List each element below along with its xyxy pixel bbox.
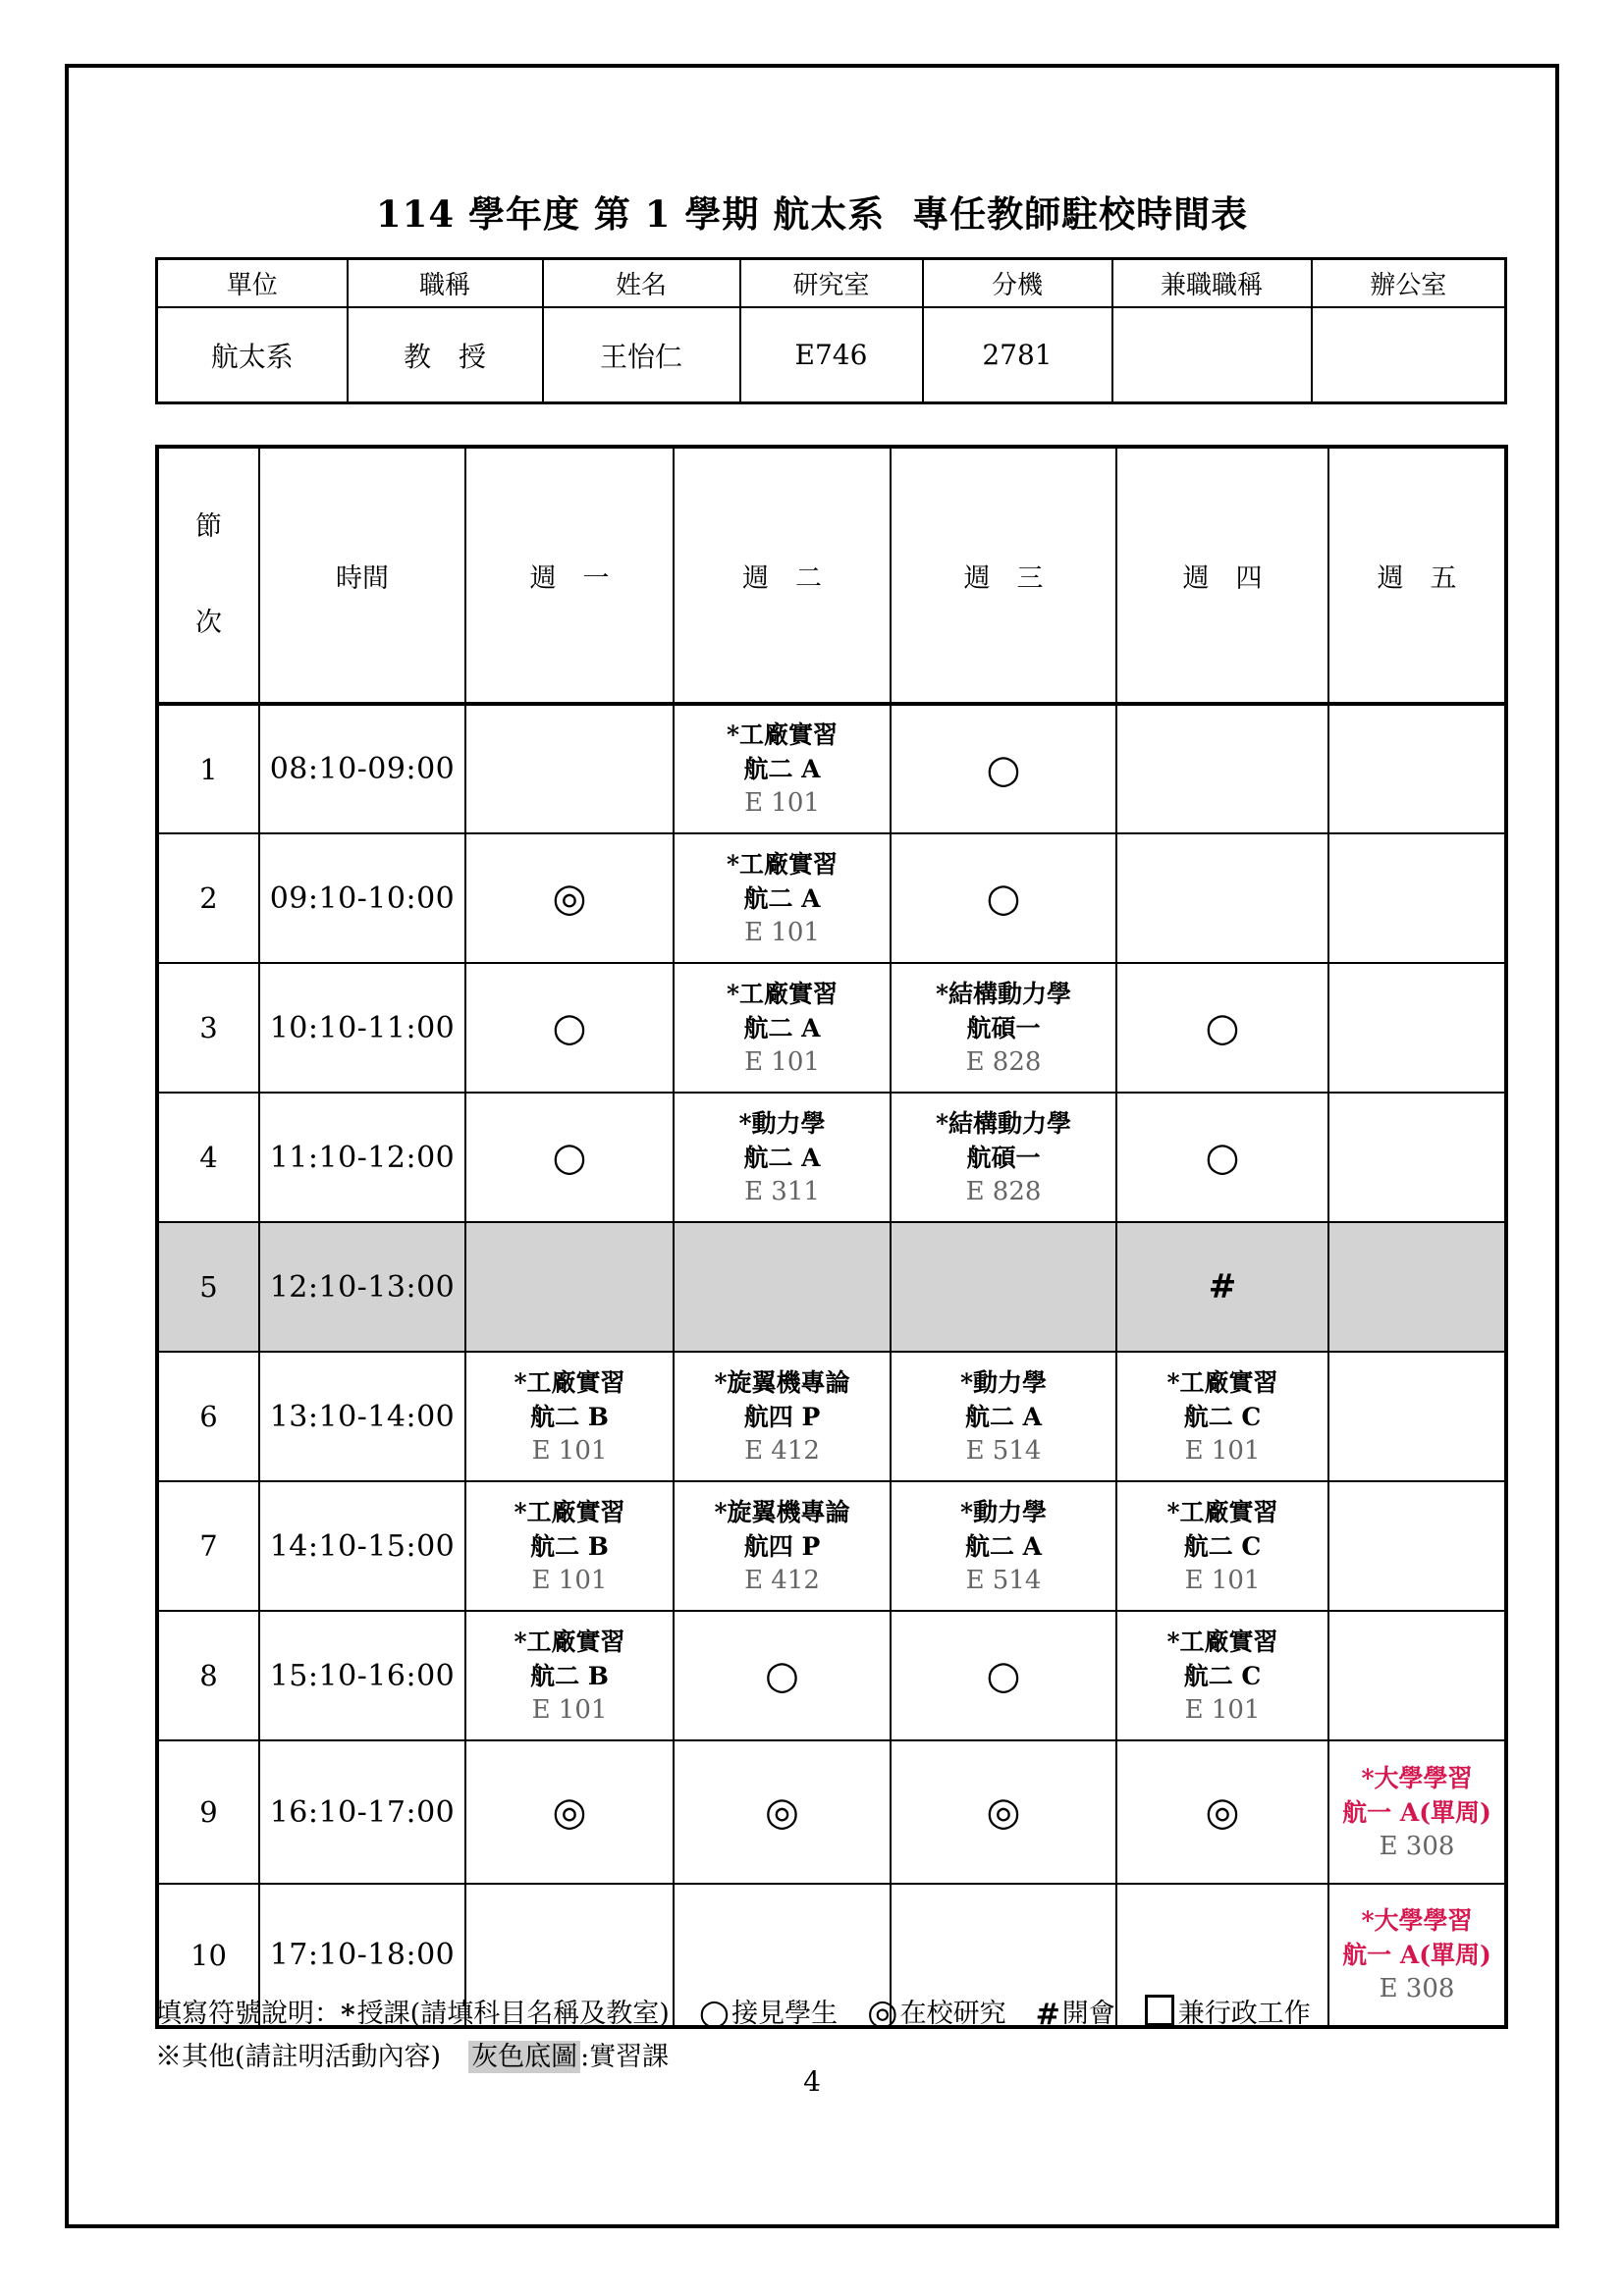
empty-cell (1328, 1093, 1506, 1222)
on-campus-research-symbol: ◎ (552, 876, 587, 921)
period-number: 4 (157, 1093, 259, 1222)
course-cell (465, 1352, 674, 1481)
legend-square-symbol (1145, 1995, 1174, 2026)
header-thursday: 週 四 (1116, 447, 1328, 704)
info-value-unit: 航太系 (157, 307, 348, 403)
info-header-concurrent-title: 兼職職稱 (1112, 259, 1312, 308)
course-group: 航二 A (964, 1402, 1043, 1431)
header-wednesday: 週 三 (891, 447, 1116, 704)
period-number: 6 (157, 1352, 259, 1481)
status-symbol-cell (674, 1611, 891, 1740)
course-cell (674, 1093, 891, 1222)
course-cell (891, 1352, 1116, 1481)
legend-gray-meaning: :實習課 (580, 2042, 670, 2072)
legend-item-text: 授課(請填科目名稱及教室) (356, 1999, 670, 2029)
course-group: 航二 B (530, 1402, 609, 1431)
status-symbol-cell (465, 1740, 674, 1884)
legend-items (341, 1992, 1311, 2033)
course-title: *工廠實習 (514, 1627, 625, 1656)
course-group: 航碩一 (966, 1143, 1041, 1172)
on-campus-research-symbol: ◎ (1205, 1789, 1240, 1835)
header-friday: 週 五 (1328, 447, 1506, 704)
period-number: 2 (157, 833, 259, 963)
course-cell (674, 1352, 891, 1481)
course-title: *工廠實習 (1166, 1627, 1278, 1656)
course-title: *工廠實習 (726, 849, 839, 879)
header-time: 時間 (259, 447, 465, 704)
meet-students-circle-symbol: ○ (1205, 1005, 1240, 1050)
course-group: 航四 P (743, 1402, 821, 1431)
course-cell (674, 833, 891, 963)
time-range: 15:10-16:00 (259, 1611, 465, 1740)
legend-item-circle (698, 1992, 839, 2033)
header-period: 節 次 (157, 447, 259, 704)
course-cell (1116, 1481, 1328, 1611)
course-cell (674, 704, 891, 833)
time-range: 13:10-14:00 (259, 1352, 465, 1481)
course-title: *旋翼機專論 (714, 1367, 850, 1397)
info-header-row (157, 259, 1506, 308)
course-room: E 101 (1184, 1435, 1261, 1466)
course-title: *旋翼機專論 (714, 1497, 850, 1526)
course-group: 航二 B (530, 1661, 609, 1690)
course-cell (465, 1611, 674, 1740)
schedule-row (157, 1222, 1506, 1352)
course-room: E 101 (531, 1435, 608, 1466)
schedule-row (157, 1352, 1506, 1481)
course-cell (465, 1481, 674, 1611)
meeting-hash-symbol: # (1208, 1267, 1237, 1307)
time-range: 11:10-12:00 (259, 1093, 465, 1222)
status-symbol-cell (1116, 963, 1328, 1093)
period-number: 8 (157, 1611, 259, 1740)
course-room: E 828 (965, 1046, 1042, 1077)
meet-students-circle-symbol: ○ (552, 1005, 587, 1050)
schedule-row (157, 1481, 1506, 1611)
course-room: E 101 (531, 1694, 608, 1725)
status-symbol-cell (465, 833, 674, 963)
course-group: 航二 A (743, 1013, 821, 1042)
status-symbol-cell (1116, 1740, 1328, 1884)
on-campus-research-symbol: ◎ (986, 1789, 1021, 1835)
course-group: 航二 A (743, 883, 821, 913)
course-title: *大學學習 (1361, 1763, 1473, 1792)
on-campus-research-symbol: ◎ (552, 1789, 587, 1835)
course-room: E 101 (744, 1046, 820, 1077)
course-group: 航一 A(單周) (1342, 1797, 1491, 1827)
time-range: 12:10-13:00 (259, 1222, 465, 1352)
time-range: 16:10-17:00 (259, 1740, 465, 1884)
info-header-office: 辦公室 (1312, 259, 1506, 308)
teacher-info-table (155, 257, 1507, 404)
period-number: 10 (157, 1884, 259, 2027)
course-group: 航二 C (1183, 1531, 1262, 1561)
legend-double-circle-symbol: ◎ (867, 1992, 898, 2033)
course-cell (891, 1481, 1116, 1611)
period-number: 3 (157, 963, 259, 1093)
meet-students-circle-symbol: ○ (765, 1653, 799, 1698)
time-range: 14:10-15:00 (259, 1481, 465, 1611)
info-header-extension: 分機 (923, 259, 1112, 308)
legend-label: 填寫符號說明： (155, 1999, 341, 2029)
schedule-row (157, 833, 1506, 963)
info-header-name: 姓名 (543, 259, 740, 308)
course-title: *大學學習 (1361, 1906, 1473, 1935)
period-number: 9 (157, 1740, 259, 1884)
course-group: 航二 A (964, 1531, 1043, 1561)
info-value-name: 王怡仁 (543, 307, 740, 403)
status-symbol-cell (891, 833, 1116, 963)
schedule-row (157, 704, 1506, 833)
course-title: *動力學 (738, 1108, 826, 1138)
meet-students-circle-symbol: ○ (1205, 1135, 1240, 1180)
course-cell (1116, 1352, 1328, 1481)
info-header-unit: 單位 (157, 259, 348, 308)
header-monday: 週 一 (465, 447, 674, 704)
schedule-row (157, 1740, 1506, 1884)
empty-cell (1116, 833, 1328, 963)
empty-cell (465, 1222, 674, 1352)
status-symbol-cell (1116, 1222, 1328, 1352)
course-cell (1328, 1740, 1506, 1884)
course-room: E 101 (744, 788, 820, 818)
course-group: 航一 A(單周) (1342, 1941, 1491, 1969)
course-room: E 101 (1184, 1565, 1261, 1595)
time-range: 09:10-10:00 (259, 833, 465, 963)
info-value-extension: 2781 (923, 307, 1112, 403)
empty-cell (465, 704, 674, 833)
course-room: E 101 (531, 1565, 608, 1595)
legend-circle-symbol: ○ (698, 1992, 731, 2033)
time-range: 10:10-11:00 (259, 963, 465, 1093)
legend-item-text: 開會 (1061, 1999, 1115, 2029)
course-room: E 412 (744, 1435, 820, 1466)
course-room: E 514 (965, 1435, 1042, 1466)
course-group: 航二 B (530, 1531, 609, 1561)
course-title: *工廠實習 (726, 979, 839, 1008)
course-title: *工廠實習 (514, 1497, 625, 1526)
status-symbol-cell (465, 1093, 674, 1222)
empty-cell (891, 1222, 1116, 1352)
course-cell (891, 1093, 1116, 1222)
empty-cell (1328, 1611, 1506, 1740)
schedule-row (157, 963, 1506, 1093)
info-value-row (157, 307, 1506, 403)
period-number: 5 (157, 1222, 259, 1352)
course-cell (674, 1481, 891, 1611)
info-value-concurrent-title (1112, 307, 1312, 403)
info-value-title: 教 授 (348, 307, 543, 403)
empty-cell (1328, 1481, 1506, 1611)
legend-star-symbol: * (341, 1998, 355, 2031)
course-group: 航二 A (743, 755, 821, 783)
page-number: 4 (803, 2065, 821, 2098)
course-room: E 101 (744, 917, 820, 947)
course-title: *工廠實習 (514, 1367, 625, 1397)
course-title: *工廠實習 (1166, 1497, 1278, 1526)
legend-line-1 (155, 1993, 1520, 2036)
empty-cell (1328, 963, 1506, 1093)
empty-cell (1116, 704, 1328, 833)
course-group: 航碩一 (966, 1013, 1041, 1042)
legend-other-note: ※其他(請註明活動內容) (155, 2042, 442, 2072)
course-group: 航四 P (743, 1531, 821, 1561)
legend-item-double-circle (867, 1992, 1006, 2033)
course-cell (674, 963, 891, 1093)
info-value-office (1312, 307, 1506, 403)
course-room: E 308 (1379, 1974, 1455, 2003)
course-title: *結構動力學 (935, 1108, 1072, 1138)
time-range: 08:10-09:00 (259, 704, 465, 833)
meet-students-circle-symbol: ○ (986, 1653, 1021, 1698)
schedule-header-row (157, 447, 1506, 704)
legend-item-hash (1035, 1997, 1115, 2032)
info-value-office-lab: E746 (740, 307, 923, 403)
course-room: E 311 (744, 1176, 820, 1206)
status-symbol-cell (1116, 1093, 1328, 1222)
status-symbol-cell (891, 1611, 1116, 1740)
course-title: *動力學 (959, 1497, 1048, 1526)
period-number: 1 (157, 704, 259, 833)
empty-cell (1328, 1352, 1506, 1481)
course-room: E 514 (965, 1565, 1042, 1595)
time-range: 17:10-18:00 (259, 1884, 465, 2027)
status-symbol-cell (891, 704, 1116, 833)
empty-cell (1328, 833, 1506, 963)
weekly-schedule-table (155, 445, 1508, 2033)
course-cell (891, 963, 1116, 1093)
legend-hash-symbol: # (1035, 1997, 1060, 2032)
empty-cell (1328, 1222, 1506, 1352)
empty-cell (674, 1222, 891, 1352)
legend-item-text: 兼行政工作 (1177, 1999, 1311, 2029)
schedule-row (157, 1093, 1506, 1222)
course-title: *工廠實習 (726, 721, 839, 749)
legend-item-text: 接見學生 (731, 1999, 839, 2029)
status-symbol-cell (465, 963, 674, 1093)
course-group: 航二 C (1183, 1661, 1262, 1690)
course-room: E 828 (965, 1176, 1042, 1206)
legend-item-star (341, 1999, 670, 2029)
info-header-office-lab: 研究室 (740, 259, 923, 308)
status-symbol-cell (891, 1740, 1116, 1884)
course-room: E 412 (744, 1565, 820, 1595)
course-title: *動力學 (959, 1367, 1048, 1397)
status-symbol-cell (674, 1740, 891, 1884)
empty-cell (1328, 704, 1506, 833)
on-campus-research-symbol: ◎ (765, 1789, 799, 1835)
meet-students-circle-symbol: ○ (986, 746, 1021, 792)
header-tuesday: 週 二 (674, 447, 891, 704)
course-title: *工廠實習 (1166, 1367, 1278, 1397)
page-title: 114 學年度 第 1 學期 航太系 專任教師駐校時間表 (375, 192, 1249, 236)
course-title: *結構動力學 (935, 979, 1072, 1008)
info-header-title: 職稱 (348, 259, 543, 308)
legend-gray-highlight: 灰色底圖 (468, 2041, 580, 2073)
meet-students-circle-symbol: ○ (986, 876, 1021, 921)
course-room: E 308 (1379, 1831, 1455, 1861)
course-group: 航二 A (743, 1143, 821, 1172)
course-group: 航二 C (1183, 1402, 1262, 1431)
legend-item-square (1145, 1999, 1311, 2029)
meet-students-circle-symbol: ○ (552, 1135, 587, 1180)
schedule-body (157, 704, 1506, 2031)
schedule-row (157, 1611, 1506, 1740)
course-room: E 101 (1184, 1694, 1261, 1725)
period-number: 7 (157, 1481, 259, 1611)
course-cell (1116, 1611, 1328, 1740)
legend-item-text: 在校研究 (899, 1999, 1006, 2029)
